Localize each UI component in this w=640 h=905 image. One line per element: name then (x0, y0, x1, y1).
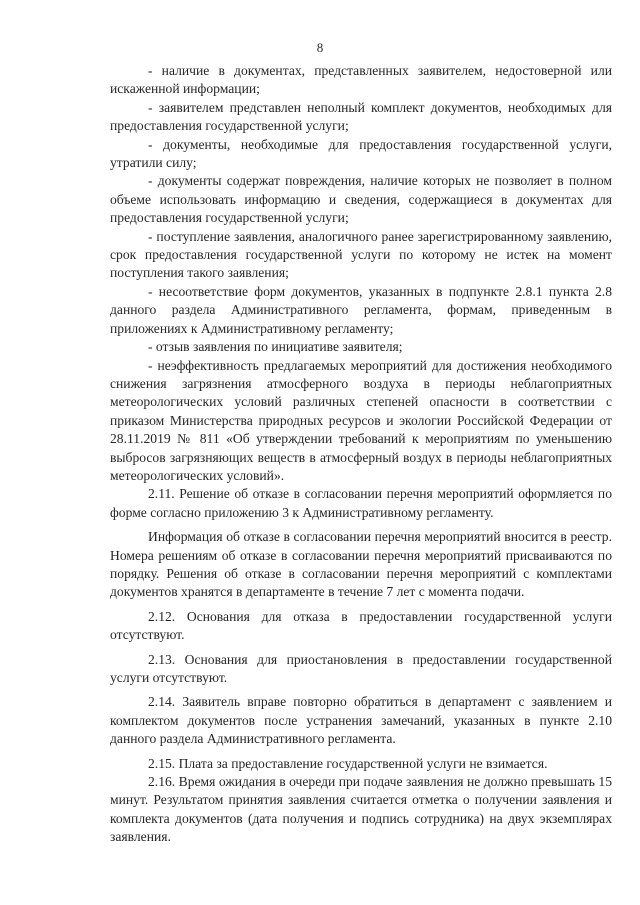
paragraph-2-13: 2.13. Основания для приостановления в предоставлении государственной услуги отсутствуют. (110, 651, 612, 685)
list-item-withdrawal: - отзыв заявления по инициативе заявителя; (148, 339, 403, 355)
list-item-expired-documents: - документы, необходимые для предоставления государственной услуги, утратили силу; (110, 136, 612, 171)
page-number: 8 (316, 40, 324, 55)
document-body (110, 62, 612, 847)
paragraph-2-14: 2.14. Заявитель вправе повторно обратиться в департамент с заявлением и комплектом документов после устранения замечаний, указанных в пункте 2.10 данного раздела Административного регламента. (110, 694, 612, 747)
list-item-unreliable-info: - наличие в документах, представленных заявителем, недостоверной или искаженной информации; (110, 63, 612, 97)
paragraph-refusal-registry: Информация об отказе в согласовании перечня мероприятий вносится в реестр. Номера решениям об отказе в согласовании перечня мероприятий присваиваются по порядку. Решения об отказе в согласовании перечня мероприятий с комплектами документов хранятся в департаменте в течение 7 лет с момента подачи. (110, 529, 612, 600)
paragraph-2-12: 2.12. Основания для отказа в предоставлении государственной услуги отсутствуют. (110, 608, 612, 643)
list-item-form-mismatch: - несоответствие форм документов, указанных в подпункте 2.8.1 пункта 2.8 данного раздела Административного регламента, формам, приведенным в приложениях к Административному регламенту; (110, 283, 612, 336)
list-item-damaged-documents: - документы содержат повреждения, наличие которых не позволяет в полном объеме использовать информацию и сведения, содержащиеся в документах для предоставления государственной услуги; (110, 173, 612, 226)
paragraph-2-15: 2.15. Плата за предоставление государственной услуги не взимается. (148, 755, 548, 771)
paragraph-2-16: 2.16. Время ожидания в очереди при подаче заявления не должно превышать 15 минут. Результатом принятия заявления считается отметка о получении заявления и комплекта документов (дата получения и подпись сотрудника) на двух экземплярах заявления. (110, 774, 612, 845)
list-item-duplicate-application: - поступление заявления, аналогичного ранее зарегистрированному заявлению, срок предоставления государственной услуги по которому не истек на момент поступления такого заявления; (110, 228, 612, 281)
list-item-ineffective-measures: - неэффективность предлагаемых мероприятий для достижения необходимого снижения загрязнения атмосферного воздуха в периоды неблагоприятных метеорологических условий различных степеней опасности в соответствии с приказом Министерства природных ресурсов и экологии Российской Федерации от 28.11.2019 № 811 «Об утверждении требований к мероприятиям по уменьшению выбросов загрязняющих веществ в атмосферный воздух в периоды неблагоприятных метеорологических условий». (110, 357, 612, 483)
paragraph-2-11: 2.11. Решение об отказе в согласовании перечня мероприятий оформляется по форме согласно приложению 3 к Административному регламенту. (110, 486, 612, 520)
list-item-incomplete-set: - заявителем представлен неполный комплект документов, необходимых для предоставления государственной услуги; (110, 99, 612, 134)
